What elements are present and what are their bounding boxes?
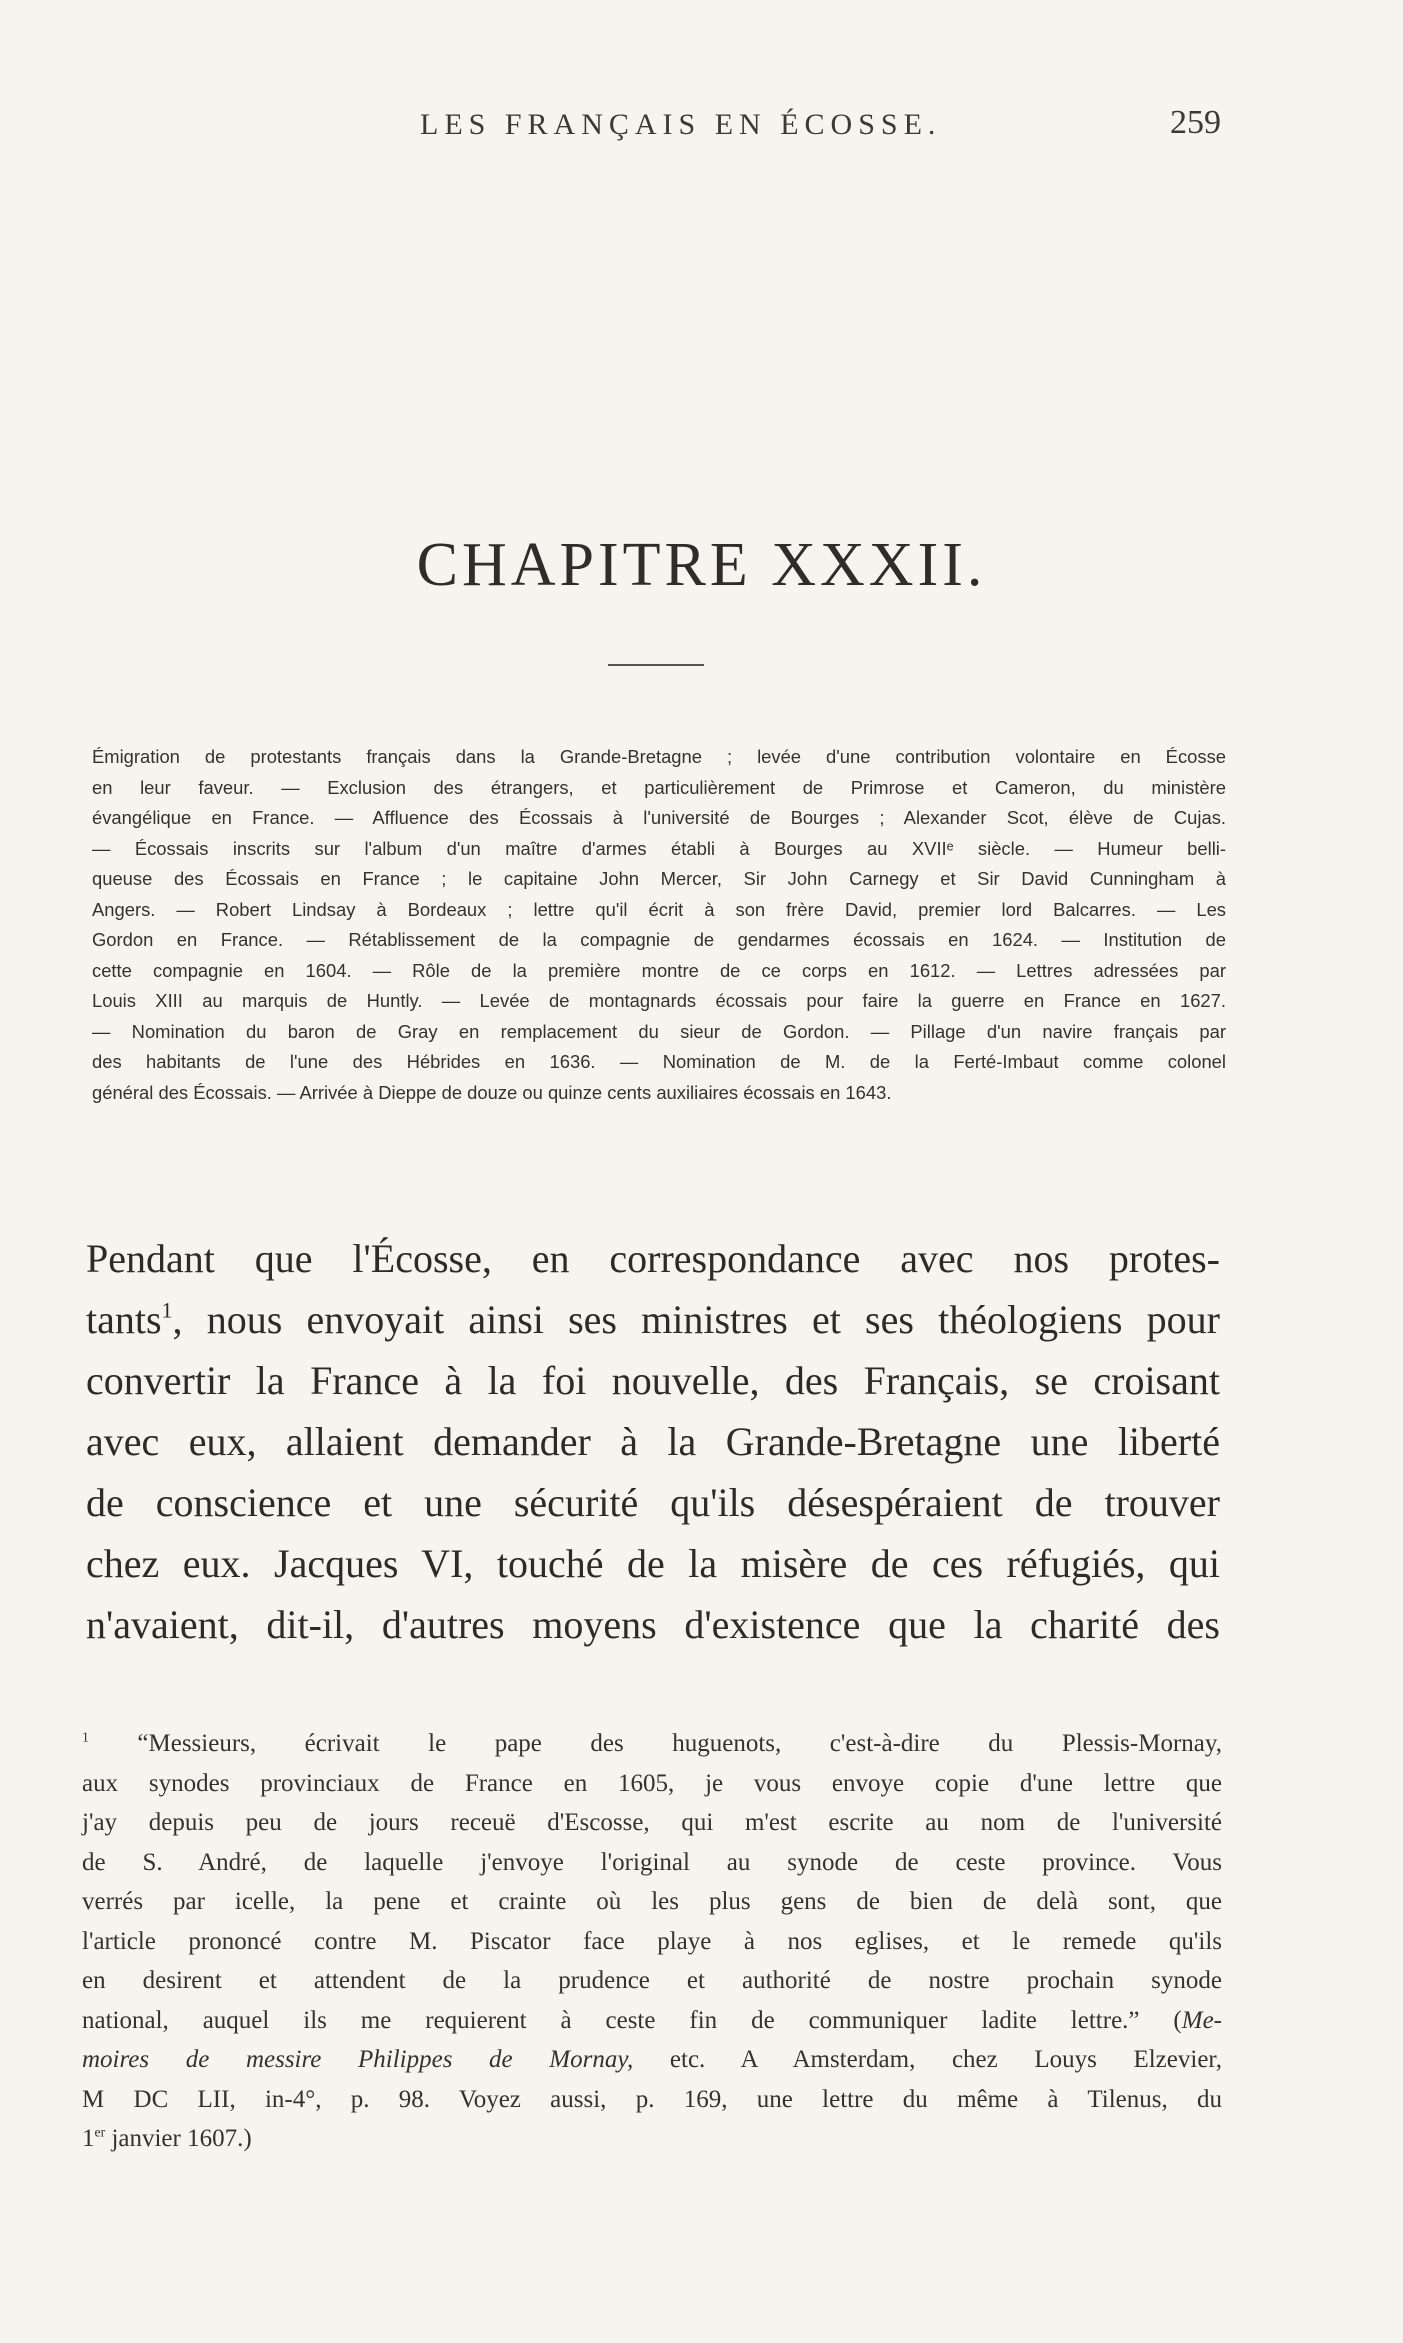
footnote-text-fragment: national, auquel ils me requierent à ceste fin de communiquer ladite lettre.” ( xyxy=(82,2006,1182,2034)
body-line: convertir la France à la foi nouvelle, des Français, se croisant xyxy=(86,1358,1220,1403)
footnote-line xyxy=(82,2001,1222,2041)
summary-line: Louis XIII au marquis de Huntly. — Levée de montagnards écossais pour faire la guerre en France en 1627. xyxy=(92,990,1226,1011)
book-title-italic: Me- xyxy=(1181,2006,1222,2034)
book-title-italic: moires de messire Philippes de Mornay, xyxy=(82,2046,634,2073)
footnote-text-fragment: 1 xyxy=(82,2125,95,2152)
summary-line: général des Écossais. — Arrivée à Dieppe de douze ou quinze cents auxiliaires écossais en 1643. xyxy=(92,1081,892,1103)
body-line: n'avaient, dit-il, d'autres moyens d'existence que la charité des xyxy=(86,1602,1220,1647)
summary-line: queuse des Écossais en France ; le capitaine John Mercer, Sir John Carnegy et Sir David Cunningham à xyxy=(92,868,1226,889)
footnote-line: l'article prononcé contre M. Piscator face playe à nos eglises, et le remede qu'ils xyxy=(82,1927,1222,1955)
summary-line: Émigration de protestants français dans la Grande-Bretagne ; levée d'une contribution volontaire en Écosse xyxy=(92,746,1226,767)
body-line xyxy=(86,1289,1220,1350)
page-number: 259 xyxy=(1170,104,1221,141)
body-text-fragment: , nous envoyait ainsi ses ministres et ses théologiens pour xyxy=(172,1297,1220,1342)
summary-line: Gordon en France. — Rétablissement de la compagnie de gendarmes écossais en 1624. — Institution de xyxy=(92,929,1226,950)
footnote-line xyxy=(82,2040,1222,2080)
running-head: LES FRANÇAIS EN ÉCOSSE. xyxy=(420,108,942,141)
chapter-summary xyxy=(92,742,1226,1108)
body-line: de conscience et une sécurité qu'ils désespéraient de trouver xyxy=(86,1480,1220,1525)
footnote-line: M DC LII, in-4°, p. 98. Voyez aussi, p. 169, une lettre du même à Tilenus, du xyxy=(82,2085,1222,2113)
footnote-line: verrés par icelle, la pene et crainte où les plus gens de bien de delà sont, que xyxy=(82,1888,1222,1915)
chapter-title: CHAPITRE XXXII. xyxy=(416,531,987,599)
chapter-divider xyxy=(608,664,704,666)
footnote-text-fragment: etc. A Amsterdam, chez Louys Elzevier, xyxy=(633,2046,1222,2073)
footnote-line: aux synodes provinciaux de France en 1605, je vous envoye copie d'une lettre que xyxy=(82,1769,1222,1797)
footnote-line xyxy=(82,1724,1222,1764)
footnote-line: en desirent et attendent de la prudence et authorité de nostre prochain synode xyxy=(82,1967,1222,1994)
body-paragraph xyxy=(86,1228,1220,1655)
footnote-marker: 1 xyxy=(82,1729,89,1745)
summary-line: cette compagnie en 1604. — Rôle de la première montre de ce corps en 1612. — Lettres adressées par xyxy=(92,959,1226,981)
footnote-reference: 1 xyxy=(161,1297,173,1323)
body-text-fragment: tants xyxy=(86,1297,162,1342)
summary-line: évangélique en France. — Affluence des Écossais à l'université de Bourges ; Alexander Scot, élève de Cujas. xyxy=(92,807,1226,828)
footnote-line xyxy=(82,2119,1222,2159)
summary-line: Angers. — Robert Lindsay à Bordeaux ; lettre qu'il écrit à son frère David, premier lord Balcarres. — Les xyxy=(92,898,1226,920)
summary-line: des habitants de l'une des Hébrides en 1636. — Nomination de M. de la Ferté-Imbaut comme colonel xyxy=(92,1051,1226,1072)
summary-line: en leur faveur. — Exclusion des étrangers, et particulièrement de Primrose et Cameron, du ministère xyxy=(92,776,1226,798)
ordinal-suffix: er xyxy=(94,2124,106,2140)
footnote-text-fragment: janvier 1607.) xyxy=(105,2125,252,2152)
footnote-text-fragment: “Messieurs, écrivait le pape des huguenots, c'est-à-dire du Plessis-Mornay, xyxy=(137,1730,1222,1757)
summary-line: — Nomination du baron de Gray en remplacement du sieur de Gordon. — Pillage d'un navire français par xyxy=(92,1020,1226,1042)
body-line: Pendant que l'Écosse, en correspondance avec nos protes- xyxy=(86,1236,1220,1281)
body-line: chez eux. Jacques VI, touché de la misère de ces réfugiés, qui xyxy=(86,1541,1220,1586)
footnote-line: j'ay depuis peu de jours receuë d'Escosse, qui m'est escrite au nom de l'université xyxy=(82,1809,1222,1836)
footnote-line: de S. André, de laquelle j'envoye l'original au synode de ceste province. Vous xyxy=(82,1848,1222,1876)
footnote xyxy=(82,1724,1222,2159)
body-line: avec eux, allaient demander à la Grande-Bretagne une liberté xyxy=(86,1419,1220,1464)
summary-line: — Écossais inscrits sur l'album d'un maître d'armes établi à Bourges au XVIIᵉ siècle. — Humeur belli- xyxy=(92,837,1226,859)
